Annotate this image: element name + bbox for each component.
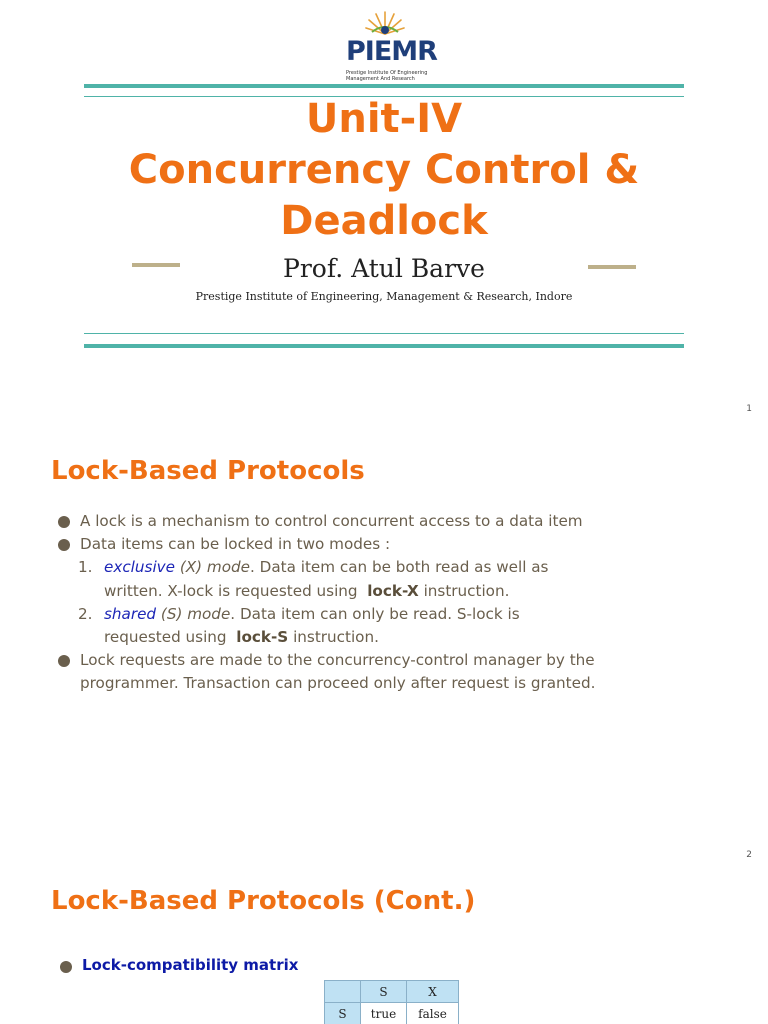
page-number: 2 (746, 850, 752, 860)
institution-name: Prestige Institute of Engineering, Management & Research, Indore (195, 290, 573, 303)
item-text: . Data item can only be read. S-lock is (230, 604, 520, 623)
bullet-icon (58, 655, 70, 667)
table-cell: false (407, 1003, 459, 1024)
bullet-item (58, 533, 718, 556)
logo-wordmark: PIEMR (346, 36, 437, 67)
table-cell: true (361, 1003, 407, 1024)
mode-suffix: (S) mode (156, 604, 231, 623)
sunburst-icon (362, 8, 408, 38)
lock-protocols-slide (0, 434, 768, 864)
bullet-icon (58, 516, 70, 528)
item-text: instruction. (423, 581, 510, 600)
title-slide (0, 0, 768, 420)
bullet-text: A lock is a mechanism to control concurrent access to a data item (80, 512, 583, 530)
slide-heading: Lock-Based Protocols (51, 456, 365, 486)
author-name: Prof. Atul Barve (283, 254, 485, 283)
page-number: 1 (746, 404, 752, 414)
bullet-text: Lock requests are made to the concurrency-control manager by the (80, 651, 595, 670)
mode-name: exclusive (104, 558, 175, 577)
bullet-icon (60, 961, 72, 973)
slide-body (58, 510, 718, 696)
logo-subtitle: Prestige Institute Of Engineering Management And Research (346, 70, 428, 82)
table-header-cell (325, 981, 361, 1003)
item-number: 1. (78, 558, 93, 577)
table-row (325, 1003, 459, 1024)
item-text: instruction. (293, 628, 379, 647)
bullet-text: Lock-compatibility matrix (82, 956, 299, 974)
lock-compatibility-matrix (324, 980, 459, 1024)
item-text: . Data item can be both read as well as (249, 558, 549, 577)
top-thick-rule (84, 84, 684, 88)
table-row-header: S (325, 1003, 361, 1024)
item-text: requested using (104, 628, 227, 647)
mode-name: shared (104, 604, 157, 623)
item-text: written. X-lock is requested using (104, 581, 358, 600)
bottom-thick-rule (84, 344, 684, 348)
bullet-item (58, 510, 718, 533)
numbered-item-exclusive (58, 556, 718, 602)
table-header-cell: S (361, 981, 407, 1003)
bottom-thin-rule (84, 333, 684, 334)
bullet-text: Data items can be locked in two modes : (80, 535, 391, 554)
bullet-text: programmer. Transaction can proceed only after request is granted. (80, 674, 596, 693)
instruction-name: lock-S (236, 628, 289, 647)
slide-heading: Lock-Based Protocols (Cont.) (51, 886, 476, 916)
item-number: 2. (78, 604, 93, 623)
title-line-2: Concurrency Control & (128, 147, 640, 193)
numbered-item-shared (58, 603, 718, 649)
title-line-3: Deadlock (280, 198, 488, 244)
table-header-cell: X (407, 981, 459, 1003)
mode-suffix: (X) mode (175, 558, 250, 577)
piemr-logo (340, 8, 437, 82)
title-line-1: Unit-IV (305, 96, 463, 142)
instruction-name: lock-X (367, 581, 419, 600)
table-header-row (325, 981, 459, 1003)
bullet-icon (58, 539, 70, 551)
lock-protocols-cont-slide (0, 870, 768, 1024)
bullet-item (58, 649, 718, 695)
